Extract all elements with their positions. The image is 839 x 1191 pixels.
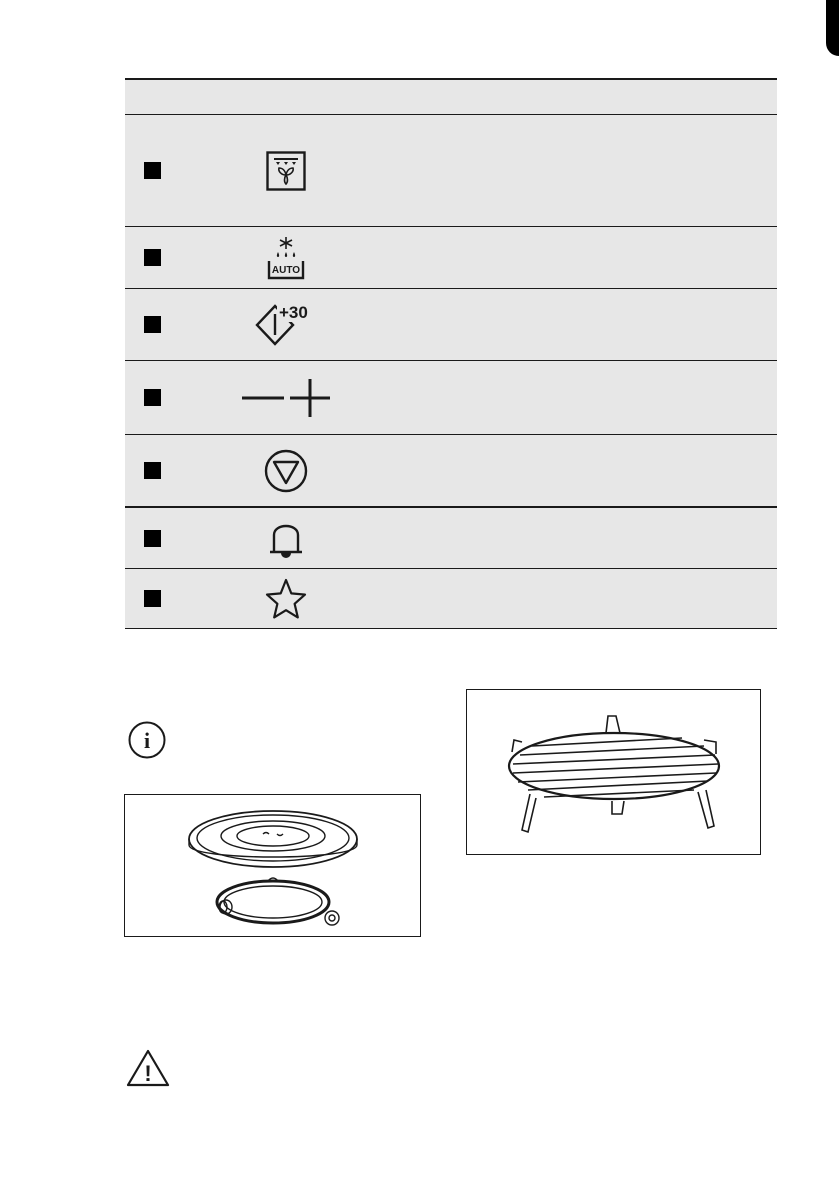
- function-table: [125, 78, 777, 629]
- row-marker: [144, 316, 161, 333]
- minus-plus-icon: [236, 373, 336, 423]
- start-plus-30-icon: [236, 300, 336, 350]
- table-row: [125, 435, 777, 508]
- page-edge-tab: [826, 0, 839, 56]
- info-glyph: i: [143, 728, 151, 753]
- table-row: [125, 361, 777, 435]
- auto-label: AUTO: [271, 264, 301, 276]
- table-row: [125, 289, 777, 361]
- row-marker: [144, 162, 161, 179]
- row-marker: [144, 249, 161, 266]
- info-icon: [127, 720, 167, 760]
- turntable-figure: [124, 794, 421, 937]
- row-marker: [144, 530, 161, 547]
- bell-icon: [236, 513, 336, 563]
- star-favourite-icon: [236, 574, 336, 624]
- plus-30-label: +30: [279, 302, 308, 322]
- warning-glyph: !: [144, 1061, 152, 1086]
- table-row: [125, 508, 777, 569]
- table-header-row: [125, 80, 777, 115]
- auto-defrost-icon: [236, 233, 336, 283]
- wire-rack-figure: [466, 689, 761, 855]
- row-marker: [144, 590, 161, 607]
- table-row: [125, 569, 777, 628]
- oven-fan-program-icon: [236, 146, 336, 196]
- warning-icon: [126, 1048, 170, 1088]
- table-row: [125, 115, 777, 227]
- table-row: [125, 227, 777, 289]
- stop-triangle-icon: [236, 446, 336, 496]
- row-marker: [144, 462, 161, 479]
- row-marker: [144, 389, 161, 406]
